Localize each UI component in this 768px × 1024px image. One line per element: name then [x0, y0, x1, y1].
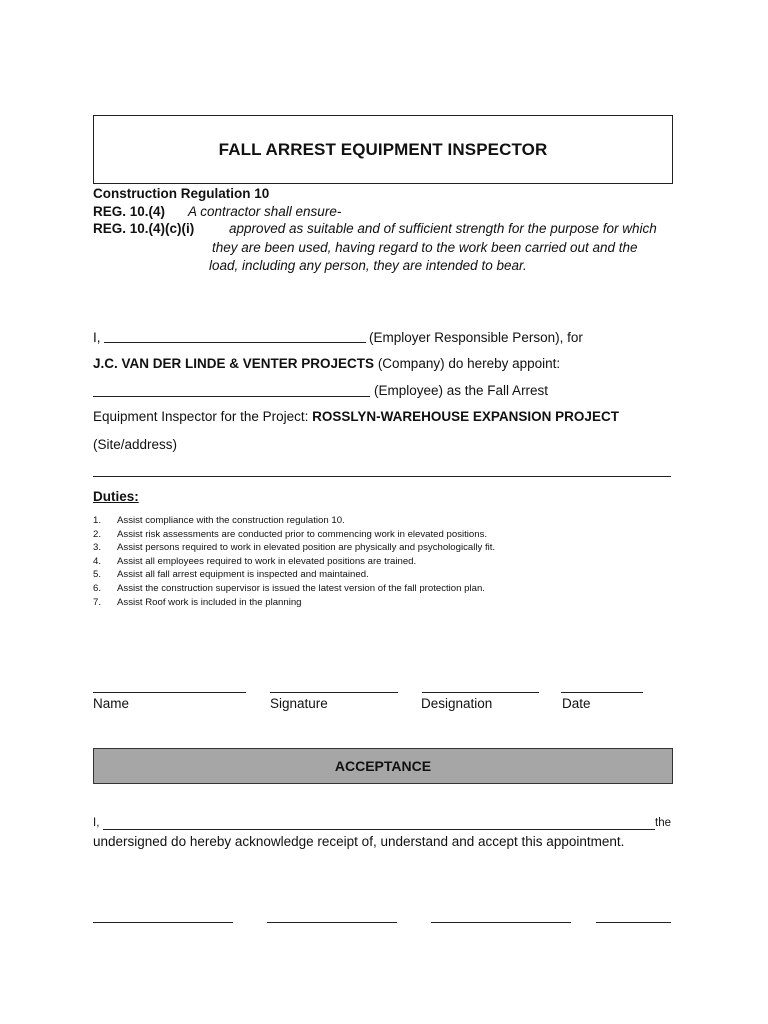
employee-name-line[interactable]: [93, 396, 370, 397]
signature-line[interactable]: [270, 692, 398, 693]
signature-label: Signature: [270, 696, 328, 711]
duties-heading: Duties:: [93, 489, 139, 504]
duty-item: 1. Assist compliance with the construction regulation 10.: [93, 515, 345, 526]
name-line[interactable]: [93, 692, 246, 693]
duty-item: 5. Assist all fall arrest equipment is inspected and maintained.: [93, 569, 369, 581]
company-suffix: (Company) do hereby appoint:: [377, 356, 561, 371]
designation-line[interactable]: [422, 692, 539, 693]
acceptance-heading: ACCEPTANCE: [334, 758, 432, 774]
acceptance-prefix: I,: [93, 817, 100, 829]
project-name: ROSSLYN-WAREHOUSE EXPANSION PROJECT: [312, 409, 619, 424]
duty-item: 4. Assist all employees required to work in elevated positions are trained.: [93, 555, 417, 567]
site-label: (Site/address): [93, 437, 178, 452]
acceptance-statement: undersigned do hereby acknowledge receipt of, understand and accept this appointment.: [93, 834, 625, 849]
appointer-prefix: I,: [93, 330, 101, 345]
reg2-line-1: approved as suitable and of sufficient strength for the purpose for which: [229, 221, 657, 236]
regulation-heading: Construction Regulation 10: [93, 186, 270, 201]
name-label: Name: [93, 696, 130, 711]
reg2-line-3: load, including any person, they are intended to bear.: [209, 258, 527, 273]
duties-list: [93, 514, 495, 609]
acceptance-line-4[interactable]: [596, 922, 671, 923]
acceptance-name-line[interactable]: [103, 829, 655, 830]
designation-label: Designation: [421, 696, 493, 711]
project-prefix: Equipment Inspector for the Project:: [93, 409, 309, 424]
duty-item: 7. Assist Roof work is included in the planning: [93, 596, 302, 608]
acceptance-line-2[interactable]: [267, 922, 397, 923]
duty-item: 2. Assist risk assessments are conducted prior to commencing work in elevated positions.: [93, 528, 488, 540]
reg1-text: A contractor shall ensure-: [188, 204, 342, 219]
employer-name-line[interactable]: [104, 342, 366, 343]
date-label: Date: [562, 696, 591, 711]
date-line[interactable]: [561, 692, 643, 693]
reg2-line-2: they are been used, having regard to the work been carried out and the: [212, 240, 638, 255]
title-box: [93, 115, 673, 184]
acceptance-the-text: the: [655, 817, 671, 829]
acceptance-banner: [93, 748, 673, 784]
document-title: FALL ARREST EQUIPMENT INSPECTOR: [218, 139, 548, 159]
company-name: J.C. VAN DER LINDE & VENTER PROJECTS: [93, 356, 375, 371]
duty-item: 3. Assist persons required to work in elevated position are physically and psychologically fit.: [93, 542, 496, 554]
reg1-code: REG. 10.(4): [93, 204, 166, 219]
employer-role-text: (Employer Responsible Person), for: [369, 330, 583, 345]
employee-role-text: (Employee) as the Fall Arrest: [374, 383, 549, 398]
acceptance-line-3[interactable]: [431, 922, 571, 923]
reg2-code: REG. 10.(4)(c)(i): [93, 221, 195, 236]
duty-item: 6. Assist the construction supervisor is issued the latest version of the fall protection plan.: [93, 582, 485, 594]
site-address-line[interactable]: [93, 476, 671, 477]
acceptance-line-1[interactable]: [93, 922, 233, 923]
